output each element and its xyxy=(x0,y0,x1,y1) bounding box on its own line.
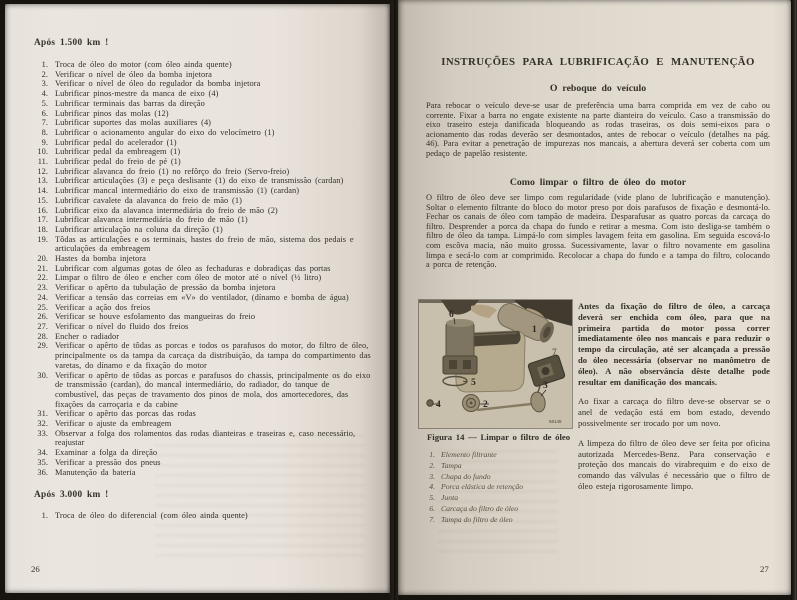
list-item-number: 25. xyxy=(37,302,48,312)
list-item xyxy=(32,332,374,342)
legend-number: 7. xyxy=(429,514,435,524)
legend-number: 2. xyxy=(429,460,435,470)
page-title: INSTRUÇÕES PARA LUBRIFICAÇÃO E MANUTENÇÃO xyxy=(441,56,755,68)
callout-5: 5 xyxy=(471,378,476,388)
legend-label: Junta xyxy=(441,493,459,503)
list-item-number: 26. xyxy=(37,312,48,322)
list-item-number: 24. xyxy=(37,292,48,302)
list-item-number: 7. xyxy=(41,118,48,128)
list-item xyxy=(32,196,374,206)
legend-label: Carcaça do filtro de óleo xyxy=(441,503,519,513)
list-item xyxy=(32,283,374,293)
list-item-text: Verificar o apêrto de tôdas as porcas e todos os parafusos do motor, do filtro de óleo, principalmente os da tampa da carcaça da distribuição, da tampa do compartimento das varetas, do dínamo e da fixação do motor xyxy=(55,341,371,370)
legend-item xyxy=(425,493,585,504)
legend-label: Porca elástica de retenção xyxy=(441,482,524,492)
list-item-number: 31. xyxy=(37,409,48,419)
heading-after-1500km: Após 1.500 km ! xyxy=(34,38,109,48)
list-item xyxy=(32,303,374,313)
list-item-number: 21. xyxy=(37,263,48,273)
list-item xyxy=(32,225,374,235)
callout-3: 3 xyxy=(543,381,548,391)
list-item-number: 23. xyxy=(37,283,48,293)
list-item xyxy=(32,176,374,186)
callout-4: 4 xyxy=(436,400,441,410)
legend-number: 5. xyxy=(429,493,435,503)
legend-item xyxy=(425,504,585,515)
legend-item xyxy=(425,515,585,526)
legend-label: Elemento filtrante xyxy=(441,450,497,459)
list-item xyxy=(32,89,374,99)
list-item-text: Encher o radiador xyxy=(55,331,120,341)
list-item-text: Observar a folga dos rolamentos das rodas dianteiras e traseiras e, caso necessário, reajustar xyxy=(55,428,356,448)
list-item xyxy=(32,273,374,283)
list-item-text: Lubrificar mancal intermediário do eixo de transmissão (1) (cardan) xyxy=(55,186,300,196)
note-fixing: Ao fixar a carcaça do filtro deve-se observar se o anel de vedação está em bom estado, devendo possivelmente ser trocado por um novo. xyxy=(578,396,770,428)
list-item-text: Manutenção da bateria xyxy=(55,467,136,477)
list-item-number: 15. xyxy=(37,195,48,205)
callout-6: 6 xyxy=(449,310,454,320)
list-item-number: 12. xyxy=(37,166,48,176)
callout-1: 1 xyxy=(532,325,537,335)
heading-after-3000km: Após 3.000 km ! xyxy=(34,490,109,501)
list-item-number: 1. xyxy=(41,511,48,521)
list-item-text: Lubrificar cavalete da alavanca do freio de mão (1) xyxy=(55,195,242,205)
figure-photo xyxy=(419,300,572,428)
list-item-text: Tôdas as articulações e os terminais, hastes do freio de mão, sistema dos pedais e articulações da embreagem xyxy=(55,234,354,254)
list-item xyxy=(32,468,374,478)
list-item-number: 29. xyxy=(37,341,48,351)
list-item xyxy=(32,147,374,157)
section-heading-towing: O reboque do veículo xyxy=(549,83,647,94)
list-item-number: 17. xyxy=(37,215,48,225)
list-item xyxy=(32,322,374,332)
list-item xyxy=(32,458,374,468)
legend-number: 4. xyxy=(429,482,435,492)
list-item xyxy=(32,419,374,429)
legend-item xyxy=(425,482,585,493)
note-before-fixing: Antes da fixação do filtro de óleo, a carcaça deverá ser enchida com óleo, para que na primeira partida do motor possa correr imediatamente óleo nos mancais e para reduzir o tempo da circulação, até ser alcançada a pressão do óleo necessária (observar no manômetro de óleo). A não observância dêste detalhe pode resultar em danificação dos mancais. xyxy=(578,301,770,387)
list-item xyxy=(32,409,374,419)
figure-legend xyxy=(425,450,585,526)
list-item-text: Troca de óleo do motor (com óleo ainda quente) xyxy=(55,60,232,69)
list-item-number: 4. xyxy=(41,89,48,99)
list-item-number: 2. xyxy=(41,69,48,79)
list-item xyxy=(32,157,374,167)
list-item xyxy=(32,371,374,410)
list-item xyxy=(32,128,374,138)
list-item-number: 22. xyxy=(37,273,48,283)
list-item-text: Verificar o apêrto das porcas das rodas xyxy=(55,409,196,419)
list-item-number: 30. xyxy=(37,370,48,380)
maintenance-list-3000 xyxy=(32,511,374,521)
legend-number: 3. xyxy=(429,471,435,481)
photo-reference-number: 58145 xyxy=(549,419,562,424)
list-item-text: Lubrificar pedal do acelerador (1) xyxy=(55,137,177,147)
legend-label: Tampa do filtro de óleo xyxy=(441,514,513,524)
list-item-number: 36. xyxy=(37,467,48,477)
list-item-number: 14. xyxy=(37,186,48,196)
list-item-text: Lubrificar pedal da embreagem (1) xyxy=(55,147,181,157)
legend-item xyxy=(425,472,585,483)
list-item-number: 33. xyxy=(37,428,48,438)
list-item-number: 9. xyxy=(41,137,48,147)
list-item xyxy=(32,429,374,448)
list-item-number: 35. xyxy=(37,457,48,467)
list-item-text: Verificar o ajuste da embreagem xyxy=(55,419,172,429)
list-item-text: Examinar a folga da direção xyxy=(55,448,158,458)
list-item-text: Lubrificar alavanca intermediária do freio de mão (1) xyxy=(55,215,248,225)
list-item-text: Troca de óleo do diferencial (com óleo ainda quente) xyxy=(55,511,248,521)
list-item-number: 10. xyxy=(37,147,48,157)
list-item-number: 13. xyxy=(37,176,48,186)
list-item xyxy=(32,167,374,177)
list-item xyxy=(32,448,374,458)
figure-side-column xyxy=(578,301,770,501)
list-item-text: Lubrificar pinos-mestre da manca de eixo (4) xyxy=(55,89,219,99)
figure-caption: Figura 14 — Limpar o filtro de óleo xyxy=(427,432,571,442)
list-item-text: Lubrificar com algumas gotas de óleo as fechaduras e dobradiças das portas xyxy=(55,263,331,273)
list-item-number: 19. xyxy=(37,234,48,244)
filter-cleaning-paragraph: O filtro de óleo deve ser limpo com regularidade (vide plano de lubrificação e manutenção). Soltar o elemento filtrante do bloco do motor preso por dois parafusos de fixação e desmontá-lo. Fechar os canais de óleo com tampão de madeira. Desparafusar as quatro porcas da carcaça do filtro. Desprender a porca da chapa do fundo e retirar a mesma. Com isto desliga-se também o filtro de óleo da tampa. Limpá-lo com simples lavagem feita em gasolina. Em seguida escová-lo com escôva macia, não muito grossa. Sucessivamente, lavar o filtro novamente em gasolina limpa e secá-lo com ar comprimido. Recolocar a chapa do fundo e a tampa do filtro, colocando a porca de retenção. xyxy=(426,193,770,270)
list-item-number: 6. xyxy=(41,108,48,118)
legend-number: 1. xyxy=(429,450,435,459)
list-item-text: Verificar o apêrto de tôdas as porcas e parafusos do chassis, principalmente os do eixo de transmissão (cardan), do mancal intermediário, do radiador, do tanque de combustível, das peças de travamento dos pinos de mola, dos amortecedores, das fixações da carroçaria e da cabine xyxy=(55,370,371,409)
list-item-text: Verificar a ação dos freios xyxy=(55,302,151,312)
list-item-number: 8. xyxy=(41,127,48,137)
list-item-text: Lubrificar pinos das molas (12) xyxy=(55,108,169,118)
list-item-text: Lubrificar o acionamento angular do eixo do velocímetro (1) xyxy=(55,127,275,137)
list-item-number: 28. xyxy=(37,331,48,341)
list-item xyxy=(32,264,374,274)
section-heading-filter-cleaning: Como limpar o filtro de óleo do motor xyxy=(509,177,687,188)
list-item-text: Lubrificar eixo da alavanca intermediária do freio de mão (2) xyxy=(55,205,278,215)
retaining-nut xyxy=(427,400,433,406)
list-item xyxy=(32,79,374,89)
book-edge xyxy=(791,0,797,600)
list-item xyxy=(32,138,374,148)
oil-filter-parts-photo xyxy=(419,300,572,428)
callout-7: 7 xyxy=(552,348,557,358)
list-item xyxy=(32,99,374,109)
list-item xyxy=(32,118,374,128)
list-item xyxy=(32,186,374,196)
list-item xyxy=(32,254,374,264)
list-item xyxy=(32,511,374,521)
list-item-number: 1. xyxy=(41,60,48,69)
list-item-text: Verificar se houve esfolamento das mangueiras do freio xyxy=(55,312,256,322)
list-item-number: 18. xyxy=(37,224,48,234)
legend-label: Chapa do fundo xyxy=(441,471,491,481)
page-number-left: 26 xyxy=(31,564,40,574)
list-item-text: Lubrificar suportes das molas auxiliares (4) xyxy=(55,118,212,128)
left-page xyxy=(5,4,390,593)
list-item-text: Lubrificar alavanca do freio (1) no refôrço do freio (Servo-freio) xyxy=(55,166,290,176)
list-item-number: 20. xyxy=(37,254,48,264)
list-item xyxy=(32,293,374,303)
list-item-number: 3. xyxy=(41,79,48,89)
note-cleaning: A limpeza do filtro de óleo deve ser feita por oficina autorizada Mercedes-Benz. Para conservação e proteção dos mancais do virabrequim e do eixo de comando das válvulas é necessário que o filtro de óleo esteja rigorosamente limpo. xyxy=(578,437,770,491)
list-item xyxy=(32,215,374,225)
list-item-number: 16. xyxy=(37,205,48,215)
list-item xyxy=(32,341,374,370)
right-page xyxy=(398,0,791,595)
page-number-right: 27 xyxy=(760,564,769,574)
legend-item xyxy=(425,461,585,472)
list-item-text: Lubrificar articulação na coluna da direção (1) xyxy=(55,224,223,234)
filter-housing xyxy=(443,319,477,374)
list-item xyxy=(32,206,374,216)
legend-item xyxy=(425,450,585,461)
list-item-text: Lubrificar terminais das barras da direção xyxy=(55,98,205,108)
list-item-text: Verificar o apêrto da tubulação de pressão da bomba injetora xyxy=(55,283,276,293)
towing-paragraph: Para rebocar o veículo deve-se usar de preferência uma barra comprida em vez de cabo ou corrente. Fixar a barra no engate existente na parte dianteira do veículo. Caso a transmissão do eixo traseiro esteja danificada bloqueando as rodas traseiras, os dois semi-eixos para o acionamento das rodas deverão ser desmontados, antes de rebocar o veículo (detalhes na pág. 46). Para evitar a penetração de impurezas nos mancais, a abertura deverá ser coberta com um pedaço de papelão resistente. xyxy=(426,101,770,158)
list-item xyxy=(32,109,374,119)
list-item-number: 34. xyxy=(37,448,48,458)
list-item-text: Hastes da bomba injetora xyxy=(55,254,146,264)
book-gutter-shadow xyxy=(389,0,399,600)
legend-label: Tampa xyxy=(441,460,462,470)
list-item-text: Verificar o nível do fluido dos freios xyxy=(55,321,189,331)
list-item-number: 32. xyxy=(37,419,48,429)
list-item-number: 11. xyxy=(37,157,48,167)
list-item-text: Verificar o nível de óleo do regulador da bomba injetora xyxy=(55,79,261,89)
list-item-text: Verificar o nível de óleo da bomba injetora xyxy=(55,69,212,79)
list-item-number: 5. xyxy=(41,98,48,108)
legend-number: 6. xyxy=(429,503,435,513)
list-item-text: Verificar a tensão das correias em «V» do ventilador, (dínamo e bomba de água) xyxy=(55,292,349,302)
list-item xyxy=(32,60,374,70)
maintenance-list-1500 xyxy=(32,60,374,477)
list-item xyxy=(32,70,374,80)
list-item-number: 27. xyxy=(37,321,48,331)
list-item xyxy=(32,235,374,254)
callout-2: 2 xyxy=(483,400,488,410)
list-item-text: Limpar o filtro de óleo e encher com óleo de motor até o nível (½ litro) xyxy=(55,273,322,283)
list-item-text: Verificar a pressão dos pneus xyxy=(55,457,161,467)
list-item-text: Lubrificar articulações (3) e peça deslisante (1) do eixo de transmissão (cardan) xyxy=(55,176,344,186)
list-item xyxy=(32,312,374,322)
list-item-text: Lubrificar pedal do freio de pé (1) xyxy=(55,157,181,167)
